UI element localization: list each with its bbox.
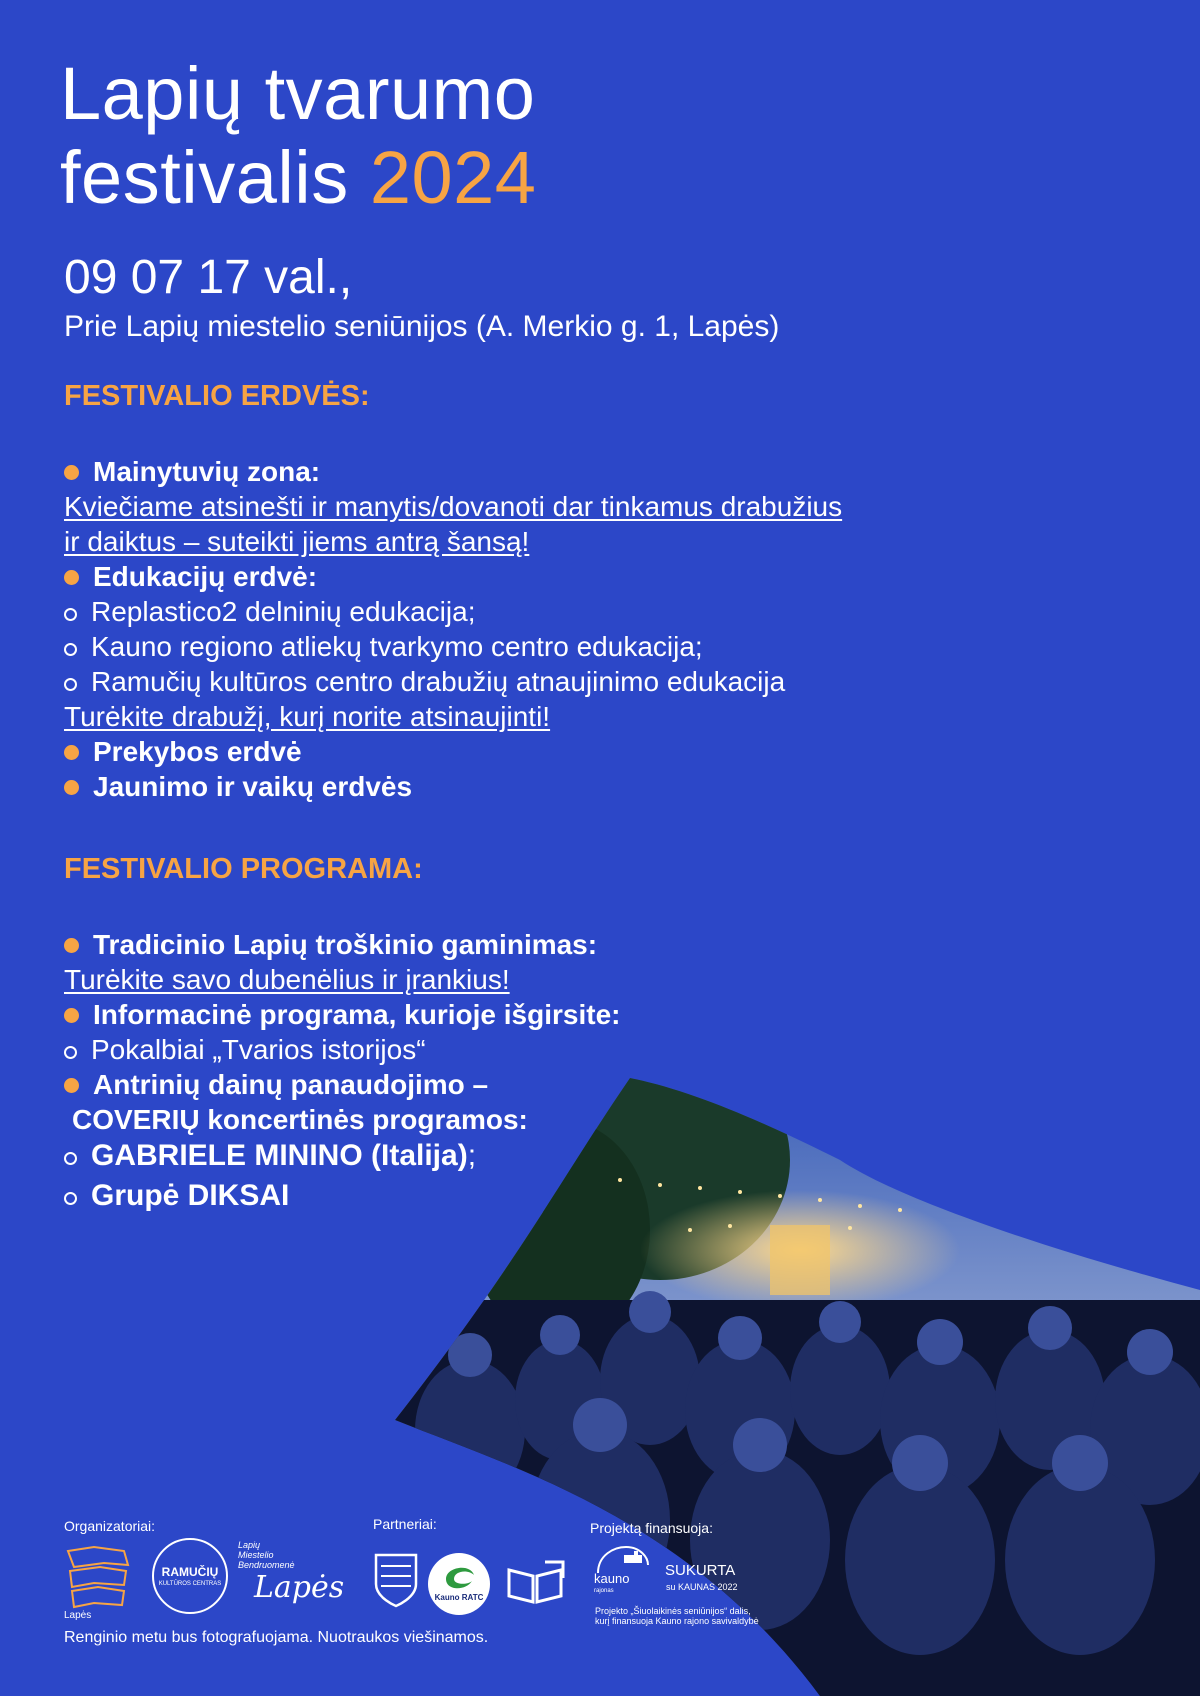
title-year: 2024: [369, 136, 537, 219]
list-item: Jaunimo ir vaikų erdvės: [64, 770, 412, 804]
bullet-ring-icon: [64, 1152, 77, 1165]
project-note-1: Projekto „Šiuolaikinės seniūnijos“ dalis,: [595, 1606, 751, 1616]
organizers-label: Organizatoriai:: [64, 1518, 156, 1534]
bullet-ring-icon: [64, 608, 77, 621]
title-line-1: Lapių tvarumo: [60, 52, 536, 135]
swap-text-1: Kviečiame atsinešti ir manytis/dovanoti dar tinkamus drabužius: [64, 491, 843, 522]
bullet-dot-icon: [64, 1008, 79, 1023]
ramuciu-logo-sub: KULTŪROS CENTRAS: [158, 1581, 222, 1587]
list-item: Grupė DIKSAI: [64, 1179, 289, 1213]
event-venue: Prie Lapių miestelio seniūnijos (A. Merkio g. 1, Lapės): [64, 310, 780, 343]
page-title: [60, 52, 536, 220]
lapes-logo-caption: Lapės: [64, 1610, 92, 1621]
bullet-dot-icon: [64, 465, 79, 480]
community-logo-small: Lapių Miestelio Bendruomenė: [238, 1540, 295, 1570]
bullet-ring-icon: [64, 678, 77, 691]
photo-notice: Renginio metu bus fotografuojama. Nuotraukos viešinamos.: [64, 1629, 489, 1646]
covers-line-2: COVERIŲ koncertinės programos:: [72, 1104, 528, 1135]
edu-note: Turėkite drabužį, kurį norite atsinaujinti!: [64, 701, 551, 732]
kaunas-logo-text: kauno: [594, 1571, 630, 1586]
project-note-2: kurį finansuoja Kauno rajono savivaldybė: [595, 1616, 759, 1626]
ratc-swirl-icon: [428, 1553, 490, 1597]
bullet-ring-icon: [64, 1046, 77, 1059]
ratc-logo-text: Kauno RATC: [434, 1593, 484, 1602]
kauno-ratc-logo: [428, 1553, 490, 1615]
sukurta-sub: su KAUNAS 2022: [666, 1582, 738, 1592]
community-logo: [238, 1540, 348, 1605]
bullet-dot-icon: [64, 938, 79, 953]
list-item: Tradicinio Lapių troškinio gaminimas:: [64, 928, 597, 962]
community-logo-big: Lapės: [254, 1570, 345, 1605]
bullet-dot-icon: [64, 570, 79, 585]
list-item: Mainytuvių zona:: [64, 455, 320, 489]
list-item: Antrinių dainų panaudojimo –: [64, 1068, 488, 1102]
bullet-dot-icon: [64, 1078, 79, 1093]
lapes-logo: [64, 1545, 134, 1625]
list-item: Edukacijų erdvė:: [64, 560, 317, 594]
swap-text-2: ir daiktus – suteikti jiems antrą šansą!: [64, 526, 530, 557]
bullet-ring-icon: [64, 1192, 77, 1205]
funding-label: Projektą finansuoja:: [590, 1520, 713, 1536]
spaces-heading: FESTIVALIO ERDVĖS:: [64, 380, 370, 412]
list-item: Replastico2 delninių edukacija;: [64, 595, 475, 629]
list-item: Kauno regiono atliekų tvarkymo centro edukacija;: [64, 630, 703, 664]
library-book-icon: [505, 1560, 565, 1606]
list-item: Prekybos erdvė: [64, 735, 302, 769]
event-date: 09 07 17 val.,: [64, 251, 353, 304]
lapes-logo-icon: [64, 1545, 134, 1609]
program-heading: FESTIVALIO PROGRAMA:: [64, 853, 423, 885]
list-item: GABRIELE MININO (Italija);: [64, 1139, 476, 1173]
kaunas-district-logo: [594, 1543, 652, 1605]
bullet-ring-icon: [64, 643, 77, 656]
list-item: Informacinė programa, kurioje išgirsite:: [64, 998, 620, 1032]
stew-note: Turėkite savo dubenėlius ir įrankius!: [64, 964, 510, 995]
list-item: Pokalbiai „Tvarios istorijos“: [64, 1033, 426, 1067]
bullet-dot-icon: [64, 745, 79, 760]
partners-label: Partneriai:: [373, 1516, 437, 1532]
list-item: Ramučių kultūros centro drabužių atnaujinimo edukacija: [64, 665, 785, 699]
coat-of-arms-icon: [373, 1552, 419, 1608]
ramuciu-logo-text: RAMUČIŲ: [161, 1565, 219, 1579]
sukurta-label: SUKURTA: [665, 1562, 736, 1579]
bullet-dot-icon: [64, 780, 79, 795]
title-word: festivalis: [60, 136, 349, 219]
ramuciu-logo: [152, 1538, 228, 1614]
kaunas-logo-sub: rajonas: [594, 1588, 614, 1594]
